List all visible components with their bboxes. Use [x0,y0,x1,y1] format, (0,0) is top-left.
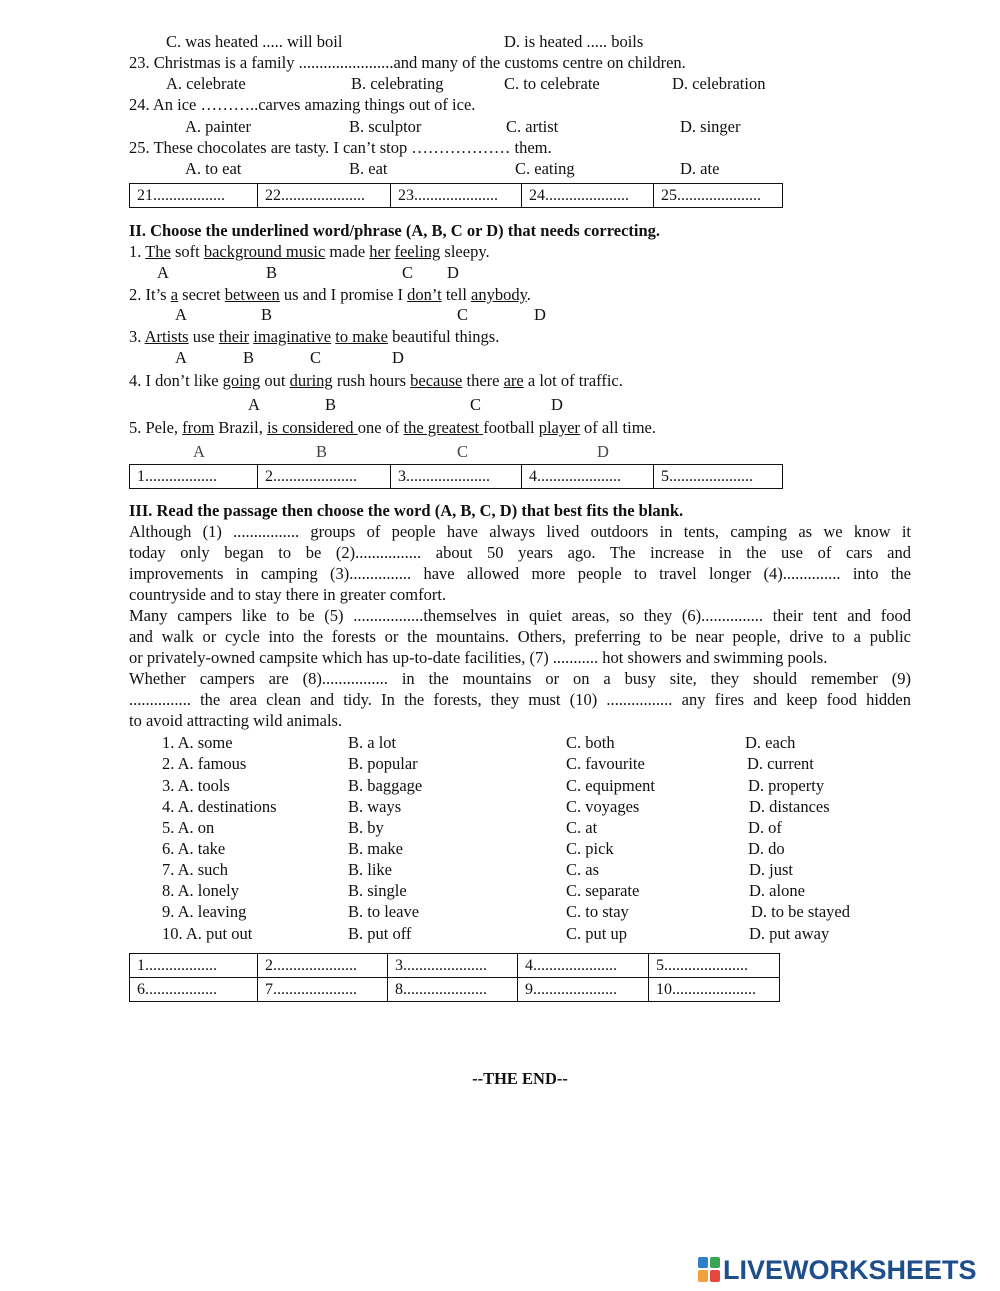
passage-line: Many campers like to be (5) .................themselves in quiet areas, so they (6)............... their tent and food [129,606,911,625]
q23-option-b: B. celebrating [351,74,444,93]
option-a: 9. A. leaving [162,902,247,921]
option-b: B. put off [348,924,412,943]
q24-option-d: D. singer [680,117,741,136]
option-d: D. of [748,818,782,837]
option-a: 10. A. put out [162,924,253,943]
q22-option-d: D. is heated ..... boils [504,32,644,51]
answer-cell[interactable]: 4..................... [522,465,654,489]
p2-q4-letter-b: B [325,395,337,414]
option-b: B. like [348,860,392,879]
p2-q3-letter-c: C [310,348,322,367]
option-a: 6. A. take [162,839,226,858]
p2-q4-letter-d: D [551,395,563,414]
answer-cell[interactable]: 1.................. [130,954,258,978]
passage-line: ............... the area clean and tidy. In the forests, they must (10) ................ any fires and keep food hidden [129,690,911,709]
p2-question-4: 4. I don’t like going out during rush hours because there are a lot of traffic. [129,371,623,390]
q24-option-c: C. artist [506,117,559,136]
option-c: C. put up [566,924,627,943]
option-c: C. pick [566,839,614,858]
p2-q4-letter-c: C [470,395,482,414]
p2-q2-letter-b: B [261,305,273,324]
option-a: 1. A. some [162,733,233,752]
option-a: 4. A. destinations [162,797,277,816]
answer-cell[interactable]: 2..................... [258,465,391,489]
answer-cell[interactable]: 3..................... [391,465,522,489]
q24-option-b: B. sculptor [349,117,422,136]
option-c: C. separate [566,881,640,900]
p2-q1-letter-a: A [157,263,169,282]
p2-question-3: 3. Artists use their imaginative to make beautiful things. [129,327,500,346]
passage-line: or privately-owned campsite which has up-to-date facilities, (7) ........... hot showers and swimming pools. [129,648,828,667]
option-d: D. do [748,839,785,858]
q23-option-c: C. to celebrate [504,74,600,93]
option-a: 2. A. famous [162,754,247,773]
part2-heading: II. Choose the underlined word/phrase (A, B, C or D) that needs correcting. [129,221,661,240]
option-b: B. ways [348,797,402,816]
q25-option-c: C. eating [515,159,575,178]
answer-cell[interactable]: 4..................... [518,954,649,978]
option-c: C. voyages [566,797,640,816]
option-b: B. a lot [348,733,397,752]
option-a: 3. A. tools [162,776,230,795]
option-a: 7. A. such [162,860,228,879]
passage-line: and walk or cycle into the forests or the mountains. Others, preferring to be near people, drive to a public [129,627,911,646]
option-a: 8. A. lonely [162,881,239,900]
liveworksheets-logo [697,1253,977,1287]
p2-q4-letter-a: A [248,395,260,414]
p2-q2-letter-c: C [457,305,469,324]
answer-cell[interactable]: 22..................... [258,184,391,208]
p2-q1-letter-c: C [402,263,414,282]
q23-option-a: A. celebrate [166,74,246,93]
liveworksheets-logo-icon [697,1255,723,1285]
answer-table-part2 [129,464,783,489]
option-c: C. as [566,860,599,879]
option-b: B. single [348,881,407,900]
passage-line: Whether campers are (8)................ in the mountains or on a busy site, they should remember (9) [129,669,911,688]
q25-option-b: B. eat [349,159,388,178]
answer-cell[interactable]: 9..................... [518,978,649,1002]
answer-cell[interactable]: 10..................... [649,978,780,1002]
part3-heading: III. Read the passage then choose the word (A, B, C, D) that best fits the blank. [129,501,684,520]
p2-q2-letter-a: A [175,305,187,324]
option-d: D. alone [749,881,805,900]
option-d: D. distances [749,797,830,816]
q25-stem: 25. These chocolates are tasty. I can’t stop ……………… them. [129,138,552,157]
answer-cell[interactable]: 2..................... [258,954,388,978]
passage-line: improvements in camping (3)............... have allowed more people to travel longer (4).............. into the [129,564,911,583]
answer-cell[interactable]: 1.................. [130,465,258,489]
end-text: --THE END-- [472,1069,568,1088]
p2-q1-letter-b: B [266,263,278,282]
passage-line: Although (1) ................ groups of people have always lived outdoors in tents, camping as we know it [129,522,911,541]
p2-question-1: 1. The soft background music made her feeling sleepy. [129,242,490,261]
answer-cell[interactable]: 23..................... [391,184,522,208]
option-c: C. favourite [566,754,645,773]
option-b: B. to leave [348,902,420,921]
option-b: B. baggage [348,776,423,795]
passage-line: countryside and to stay there in greater comfort. [129,585,447,604]
q23-option-d: D. celebration [672,74,766,93]
answer-cell[interactable]: 3..................... [388,954,518,978]
p2-q3-letter-b: B [243,348,255,367]
answer-cell[interactable]: 8..................... [388,978,518,1002]
p2-q3-letter-a: A [175,348,187,367]
logo-text: LIVEWORKSHEETS [723,1254,977,1285]
q23-stem: 23. Christmas is a family .......................and many of the customs centre on children. [129,53,686,72]
q24-stem: 24. An ice ………..carves amazing things out of ice. [129,95,476,114]
p2-q5-letter-d: D [597,442,609,461]
q25-option-a: A. to eat [185,159,242,178]
passage-line: today only began to be (2)................ about 50 years ago. The increase in the use of cars and [129,543,911,562]
option-b: B. popular [348,754,418,773]
option-a: 5. A. on [162,818,215,837]
answer-cell[interactable]: 21.................. [130,184,258,208]
p2-question-5: 5. Pele, from Brazil, is considered one of the greatest football player of all time. [129,418,656,437]
option-c: C. both [566,733,615,752]
answer-cell[interactable]: 5..................... [654,465,783,489]
option-c: C. at [566,818,598,837]
p2-q5-letter-a: A [193,442,205,461]
option-d: D. each [745,733,796,752]
answer-cell[interactable]: 7..................... [258,978,388,1002]
option-c: C. equipment [566,776,655,795]
passage-line: to avoid attracting wild animals. [129,711,343,730]
answer-table-part1 [129,183,783,208]
p2-q3-letter-d: D [392,348,404,367]
p2-q2-letter-d: D [534,305,546,324]
q22-option-c: C. was heated ..... will boil [166,32,343,51]
p2-question-2: 2. It’s a secret between us and I promise I don’t tell anybody. [129,285,531,304]
answer-cell[interactable]: 5..................... [649,954,780,978]
p2-q5-letter-b: B [316,442,328,461]
q25-option-d: D. ate [680,159,720,178]
answer-cell[interactable]: 6.................. [130,978,258,1002]
option-d: D. property [748,776,825,795]
option-b: B. make [348,839,403,858]
option-d: D. just [749,860,794,879]
answer-table-part3 [129,953,780,1002]
answer-cell[interactable]: 25..................... [654,184,783,208]
option-d: D. current [747,754,814,773]
p2-q5-letter-c: C [457,442,469,461]
answer-cell[interactable]: 24..................... [522,184,654,208]
q24-option-a: A. painter [185,117,251,136]
option-d: D. put away [749,924,830,943]
option-d: D. to be stayed [751,902,850,921]
p2-q1-letter-d: D [447,263,459,282]
option-b: B. by [348,818,384,837]
option-c: C. to stay [566,902,629,921]
